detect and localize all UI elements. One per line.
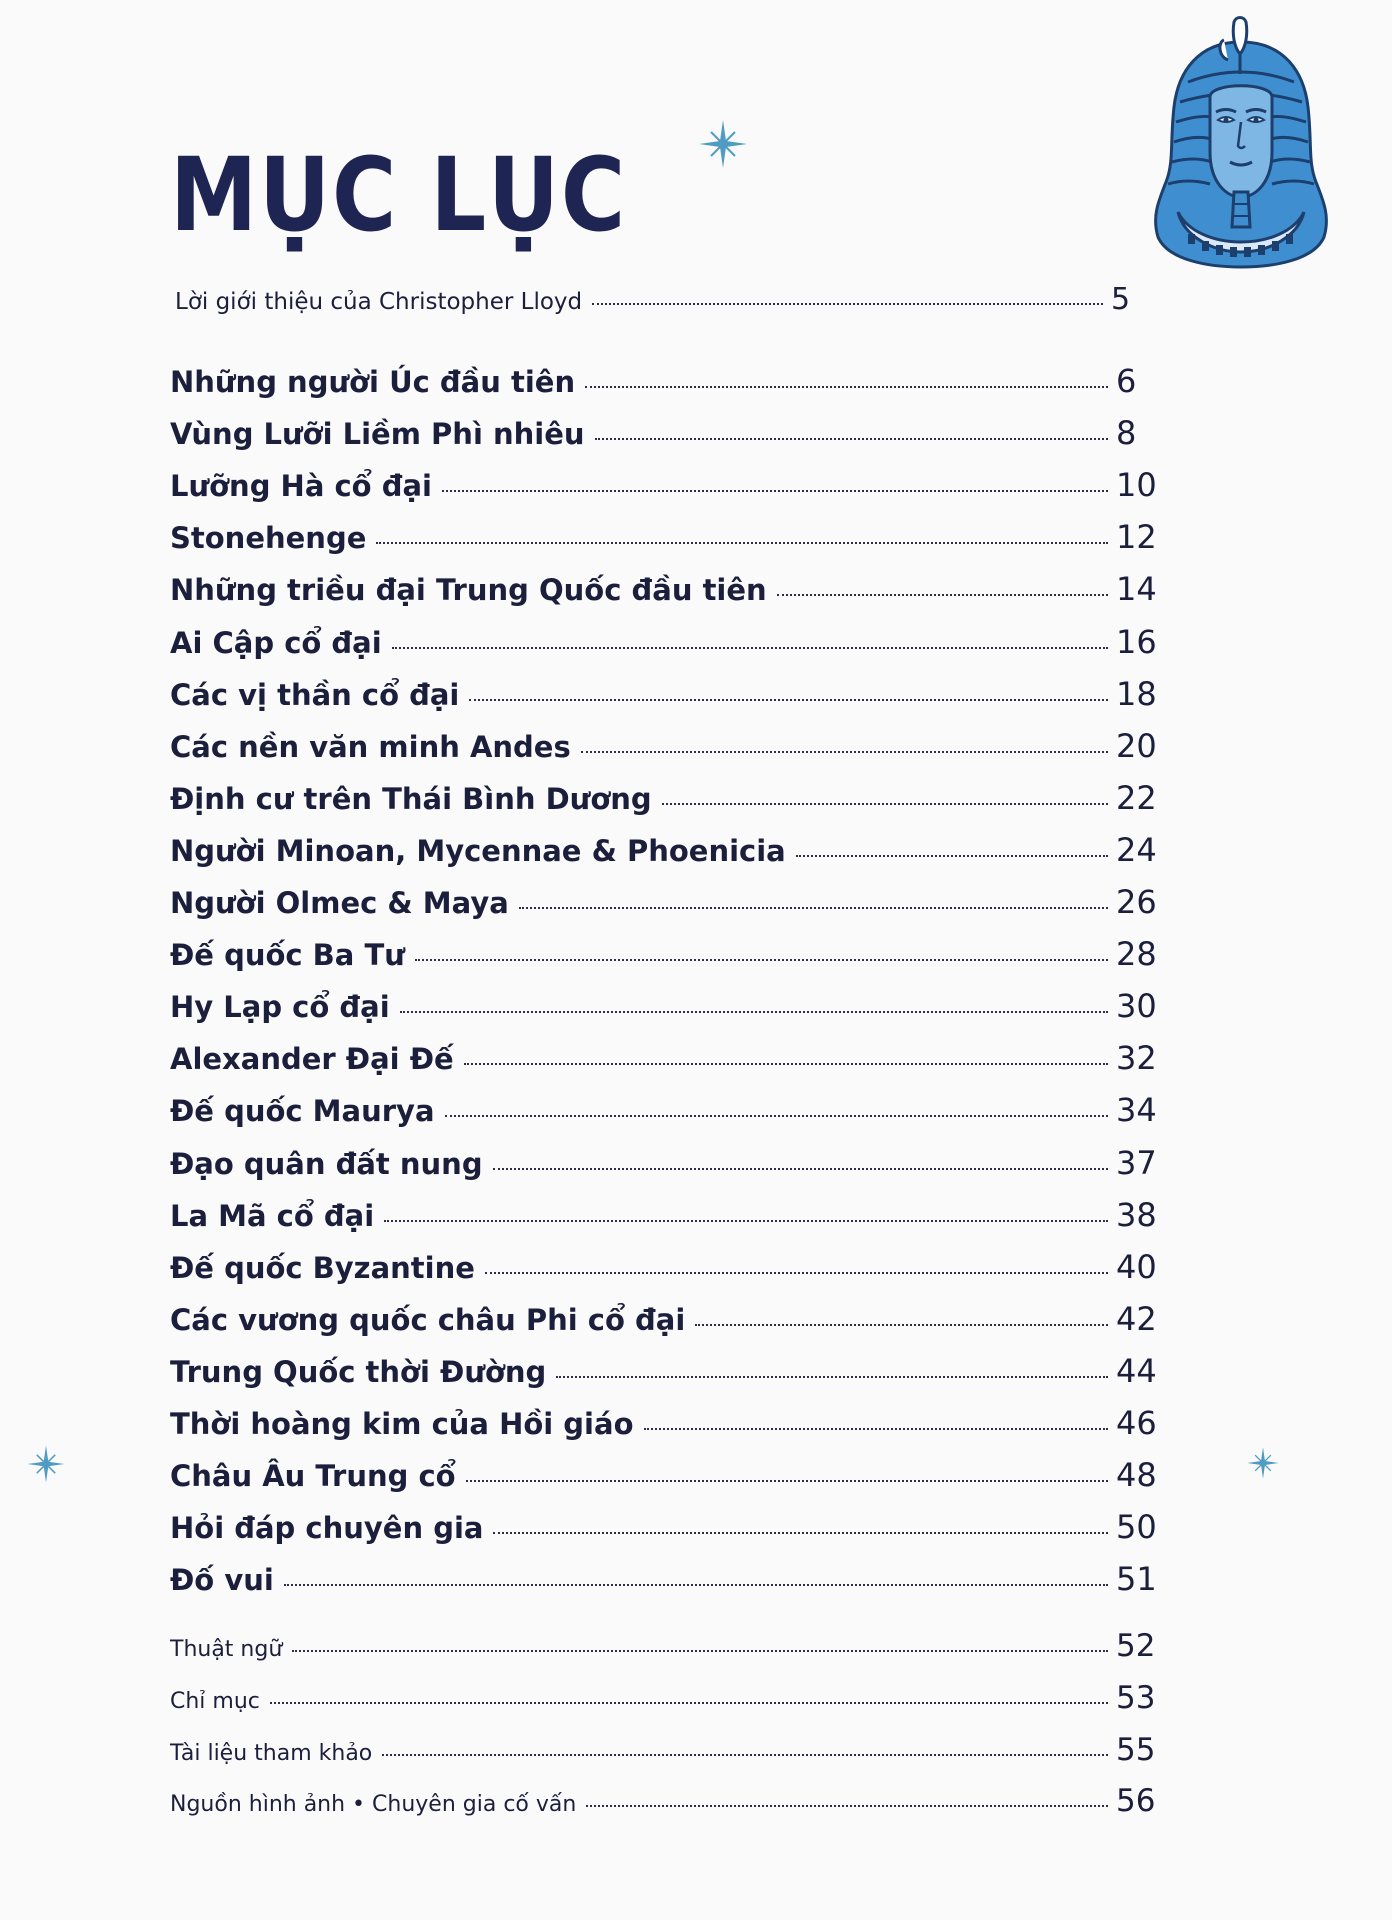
toc-entry-label: Thời hoàng kim của Hồi giáo xyxy=(170,1407,634,1441)
toc-page-number: 32 xyxy=(1116,1039,1157,1078)
toc-page-number: 53 xyxy=(1116,1679,1156,1716)
toc-entry xyxy=(170,987,1180,1025)
dot-leader xyxy=(586,1805,1108,1807)
toc-page-number: 10 xyxy=(1116,466,1157,505)
toc-page-number: 38 xyxy=(1116,1195,1157,1234)
toc-page-number: 16 xyxy=(1116,622,1157,661)
dot-leader xyxy=(777,594,1108,596)
pharaoh-mask-icon xyxy=(1148,12,1334,270)
toc-entry xyxy=(170,362,1180,400)
toc-entry xyxy=(170,1196,1180,1234)
toc-entry-label: Hy Lạp cổ đại xyxy=(170,990,390,1025)
dot-leader xyxy=(376,542,1108,544)
toc-entry-label: Châu Âu Trung cổ xyxy=(170,1459,456,1494)
toc-entry-label: Người Minoan, Mycennae & Phoenicia xyxy=(170,833,786,868)
toc-entry xyxy=(170,1352,1180,1390)
page-title: MỤC LỤC xyxy=(170,136,627,255)
toc-entry xyxy=(170,779,1180,817)
toc-entry-label: Định cư trên Thái Bình Dương xyxy=(170,781,652,816)
toc-entry-label: Trung Quốc thời Đường xyxy=(170,1354,547,1389)
dot-leader xyxy=(493,1168,1108,1170)
dot-leader xyxy=(644,1428,1109,1430)
toc-page-number: 50 xyxy=(1116,1508,1157,1547)
toc-entry xyxy=(170,623,1180,661)
toc-entry-label: Các vương quốc châu Phi cổ đại xyxy=(170,1302,686,1337)
toc-entry xyxy=(170,570,1180,608)
dot-leader xyxy=(595,438,1108,440)
toc-page-number: 8 xyxy=(1116,414,1137,453)
dot-leader xyxy=(485,1272,1108,1274)
dot-leader xyxy=(662,803,1108,805)
dot-leader xyxy=(292,1650,1108,1652)
toc-page-number: 34 xyxy=(1116,1091,1157,1130)
toc-intro-row xyxy=(175,282,1175,317)
toc-entry xyxy=(170,1091,1180,1129)
toc-entry-label: Đạo quân đất nung xyxy=(170,1146,483,1181)
toc-entry xyxy=(170,414,1180,452)
toc-page-number: 56 xyxy=(1116,1783,1156,1820)
toc-entry xyxy=(170,466,1180,504)
toc-entry-label: Những triều đại Trung Quốc đầu tiên xyxy=(170,573,767,608)
toc-page-number: 24 xyxy=(1116,830,1157,869)
toc-page-number: 52 xyxy=(1116,1628,1156,1664)
toc-page-number: 40 xyxy=(1116,1247,1157,1286)
toc-page-number: 30 xyxy=(1116,987,1157,1026)
toc-entry xyxy=(170,1404,1180,1442)
toc-entry xyxy=(170,1456,1180,1494)
dot-leader xyxy=(796,855,1108,857)
toc-entry xyxy=(170,1144,1180,1182)
toc-entry-label: Đế quốc Ba Tư xyxy=(170,938,405,973)
toc-page-number: 42 xyxy=(1116,1299,1157,1338)
toc-entry-label: Chỉ mục xyxy=(170,1688,260,1714)
toc-page-number: 5 xyxy=(1111,282,1131,317)
dot-leader xyxy=(445,1115,1108,1117)
toc-entry xyxy=(170,1732,1180,1768)
dot-leader xyxy=(415,959,1108,961)
sparkle-star-icon xyxy=(26,1444,66,1484)
toc-page-number: 28 xyxy=(1116,935,1157,974)
toc-entry-label: Lời giới thiệu của Christopher Lloyd xyxy=(175,289,583,315)
toc-entry xyxy=(170,831,1180,869)
toc-entry xyxy=(170,1300,1180,1338)
toc-page-number: 26 xyxy=(1116,883,1157,921)
toc-entry xyxy=(170,518,1180,556)
dot-leader xyxy=(382,1754,1108,1756)
toc-entry xyxy=(170,1783,1180,1819)
toc-page-number: 6 xyxy=(1116,362,1137,400)
dot-leader xyxy=(270,1702,1108,1704)
toc-page-number: 20 xyxy=(1116,726,1157,765)
dot-leader xyxy=(392,647,1108,649)
toc-entry xyxy=(170,1680,1180,1716)
dot-leader xyxy=(384,1220,1108,1222)
toc-page-number: 55 xyxy=(1116,1731,1156,1768)
toc-page-number: 44 xyxy=(1116,1351,1157,1390)
dot-leader xyxy=(581,751,1108,753)
toc-entry xyxy=(170,1039,1180,1077)
toc-entry xyxy=(170,1248,1180,1286)
toc-entry xyxy=(170,1560,1180,1598)
toc-page-number: 12 xyxy=(1116,518,1157,557)
dot-leader xyxy=(442,490,1108,492)
dot-leader xyxy=(400,1011,1108,1013)
toc-entry-label: Alexander Đại Đế xyxy=(170,1042,454,1077)
toc-entry-label: Người Olmec & Maya xyxy=(170,886,509,920)
toc-page-number: 14 xyxy=(1116,570,1157,609)
toc-entry xyxy=(170,883,1180,921)
dot-leader xyxy=(592,303,1103,305)
toc-entry-label: Đế quốc Byzantine xyxy=(170,1250,475,1285)
dot-leader xyxy=(464,1063,1108,1065)
toc-page-number: 22 xyxy=(1116,778,1157,817)
toc-entry-label: Hỏi đáp chuyên gia xyxy=(170,1511,484,1546)
toc-entry-label: Các vị thần cổ đại xyxy=(170,677,460,712)
toc-entry-label: Vùng Lưỡi Liềm Phì nhiêu xyxy=(170,417,585,452)
dot-leader xyxy=(466,1480,1108,1482)
toc-page-number: 48 xyxy=(1116,1456,1157,1495)
toc-page-number: 46 xyxy=(1116,1404,1157,1442)
toc-entry-label: Lưỡng Hà cổ đại xyxy=(170,469,432,504)
dot-leader xyxy=(695,1324,1108,1326)
toc-entry-label: Đố vui xyxy=(170,1563,274,1598)
dot-leader xyxy=(519,907,1108,909)
toc-entry xyxy=(170,675,1180,713)
toc-entry-label: Những người Úc đầu tiên xyxy=(170,365,576,399)
dot-leader xyxy=(585,386,1108,388)
toc-entry xyxy=(170,727,1180,765)
toc-entry xyxy=(170,1628,1180,1664)
toc-entry-label: Stonehenge xyxy=(170,521,367,556)
toc-entry-label: Nguồn hình ảnh • Chuyên gia cố vấn xyxy=(170,1792,577,1818)
toc-page-number: 18 xyxy=(1116,674,1157,713)
toc-page-number: 37 xyxy=(1116,1143,1157,1182)
dot-leader xyxy=(469,699,1108,701)
toc-entry-label: Thuật ngữ xyxy=(170,1637,283,1662)
dot-leader xyxy=(556,1376,1108,1378)
toc-entry-label: La Mã cổ đại xyxy=(170,1198,375,1233)
toc-entry-label: Tài liệu tham khảo xyxy=(170,1740,373,1766)
sparkle-star-icon xyxy=(1246,1446,1280,1480)
dot-leader xyxy=(493,1532,1108,1534)
toc-entry xyxy=(170,935,1180,973)
toc-entry xyxy=(170,1508,1180,1546)
dot-leader xyxy=(284,1584,1108,1586)
toc-entry-label: Các nền văn minh Andes xyxy=(170,729,571,764)
toc-entry-label: Ai Cập cổ đại xyxy=(170,625,382,660)
toc-entry-label: Đế quốc Maurya xyxy=(170,1094,435,1129)
sparkle-star-icon xyxy=(697,118,749,170)
toc-page-number: 51 xyxy=(1116,1560,1157,1599)
